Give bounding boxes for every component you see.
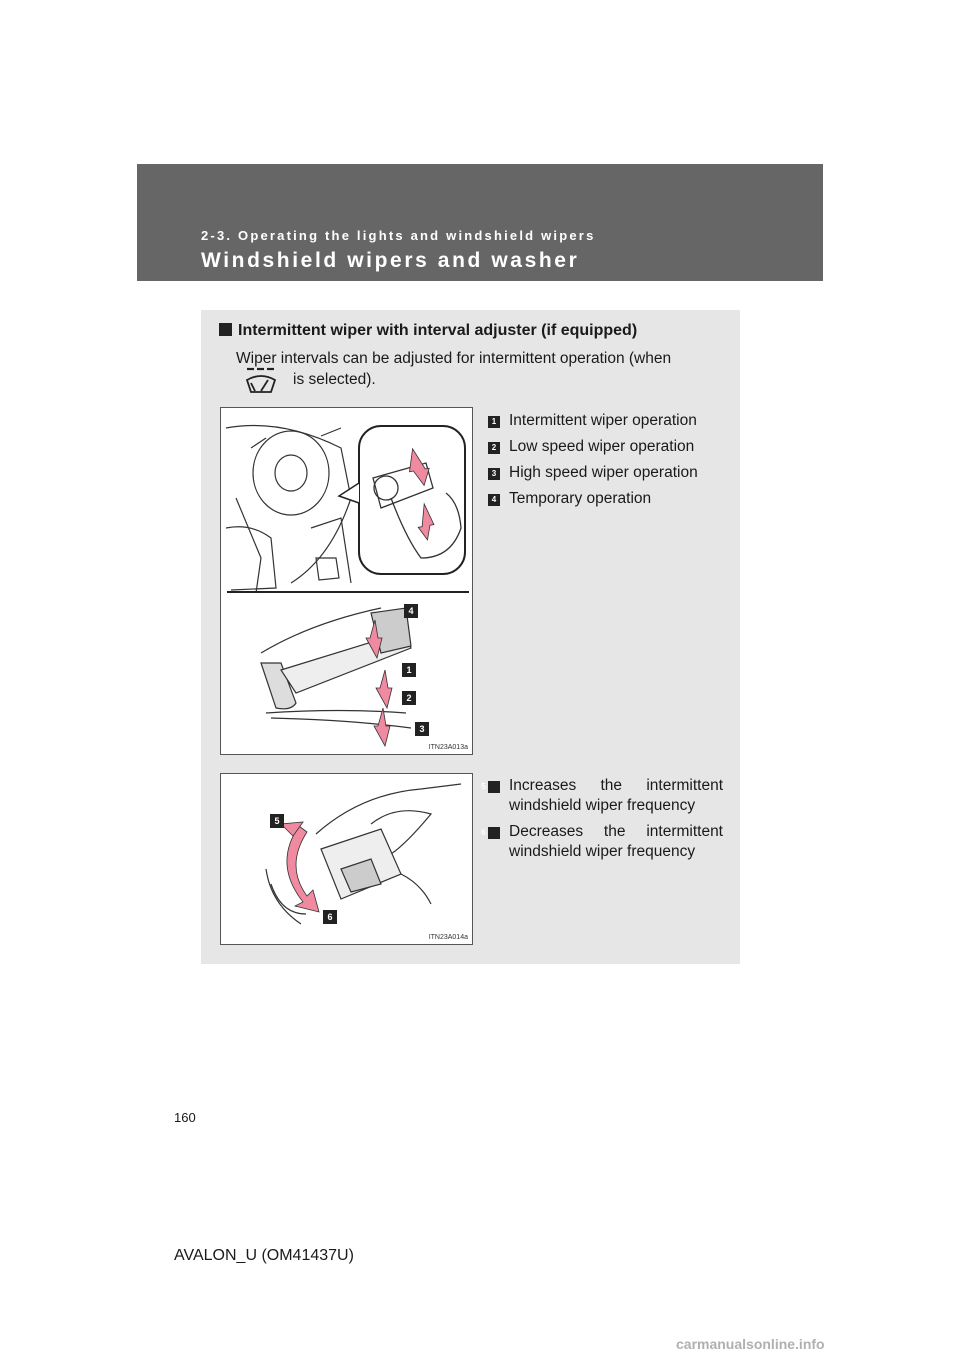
- interval-adjuster-illustration: [221, 774, 472, 944]
- callout-5: 5: [270, 814, 284, 828]
- watermark: carmanualsonline.info: [676, 1336, 825, 1352]
- legend-item: 1 Intermittent wiper operation: [488, 410, 698, 436]
- legend-item: 5 Increases the intermittent windshield wiper frequency: [481, 777, 723, 814]
- wiper-lever-illustration: [221, 408, 472, 754]
- intro-text-line2: is selected).: [293, 371, 376, 388]
- intermittent-wiper-icon: [243, 366, 279, 396]
- page-number: 160: [174, 1110, 196, 1125]
- section-label: 2-3. Operating the lights and windshield wipers: [201, 228, 596, 243]
- legend-item: 6 Decreases the intermittent windshield wiper frequency: [481, 823, 723, 860]
- callout-6: 6: [323, 910, 337, 924]
- page-title: Windshield wipers and washer: [201, 249, 580, 272]
- model-code: AVALON_U (OM41437U): [174, 1247, 354, 1264]
- content-panel: [201, 310, 740, 964]
- callout-3: 3: [415, 722, 429, 736]
- square-bullet-icon: [219, 323, 232, 336]
- interval-adjuster-figure: [220, 773, 473, 945]
- callout-1: 1: [402, 663, 416, 677]
- intro-text-line1: Wiper intervals can be adjusted for intermittent operation (when: [236, 350, 672, 367]
- legend-operation-modes: [488, 410, 698, 514]
- legend-item: 2 Low speed wiper operation: [488, 436, 698, 462]
- section-header: [137, 164, 823, 281]
- subheading: Intermittent wiper with interval adjuster (if equipped): [219, 322, 637, 340]
- figure-code: ITN23A014a: [428, 934, 468, 941]
- figure-code: ITN23A013a: [428, 744, 468, 751]
- callout-2: 2: [402, 691, 416, 705]
- legend-frequency: [481, 776, 723, 868]
- legend-item: 4 Temporary operation: [488, 488, 698, 514]
- legend-item: 3 High speed wiper operation: [488, 462, 698, 488]
- callout-4: 4: [404, 604, 418, 618]
- wiper-lever-figure: [220, 407, 473, 755]
